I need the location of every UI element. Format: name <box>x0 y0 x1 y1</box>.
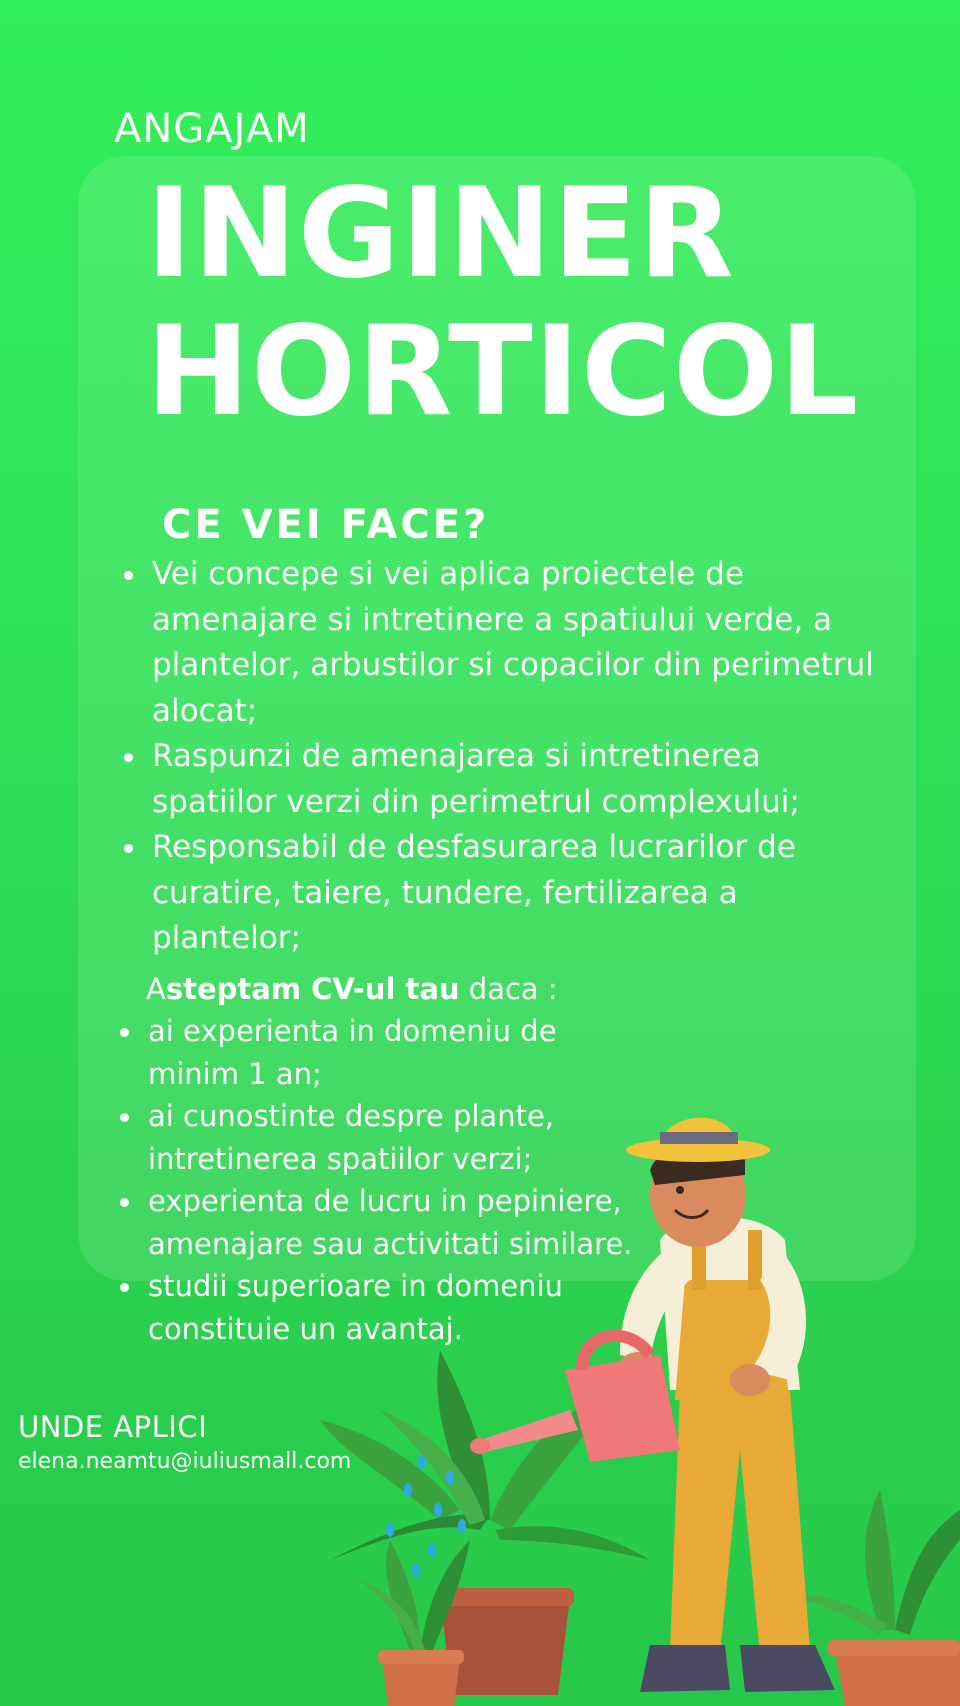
apply-email-link[interactable]: elena.neamtu@iuliusmall.com <box>18 1449 352 1474</box>
list-item: ai cunostinte despre plante, intretinerea spatiilor verzi; <box>118 1095 638 1180</box>
list-item: ai experienta in domeniu de minim 1 an; <box>118 1010 638 1095</box>
list-item: studii superioare in domeniu constituie un avantaj. <box>118 1265 638 1350</box>
duties-heading: CE VEI FACE? <box>162 502 490 548</box>
requirements-intro <box>146 969 558 1009</box>
list-item: Responsabil de desfasurarea lucrarilor de curatire, taiere, tundere, fertilizarea a plantelor; <box>122 825 892 962</box>
duties-list <box>122 552 892 962</box>
eyebrow-label: ANGAJAM <box>114 106 310 152</box>
requirements-intro-bold: steptam CV-ul tau <box>165 972 460 1006</box>
job-title <box>146 162 860 444</box>
apply-heading: UNDE APLICI <box>18 1410 208 1444</box>
job-title-line-2: HORTICOL <box>146 300 860 444</box>
list-item: Vei concepe si vei aplica proiectele de amenajare si intretinere a spatiului verde, a plantelor, arbustilor si copacilor din perimetrul alocat; <box>122 552 892 734</box>
requirements-intro-prefix: A <box>146 972 166 1006</box>
gardener-illustration <box>320 1090 960 1706</box>
list-item: Raspunzi de amenajarea si intretinerea spatiilor verzi din perimetrul complexului; <box>122 734 892 825</box>
list-item: experienta de lucru in pepiniere, amenajare sau activitati similare. <box>118 1180 638 1265</box>
requirements-intro-suffix: daca : <box>459 972 558 1006</box>
job-title-line-1: INGINER <box>146 162 735 306</box>
